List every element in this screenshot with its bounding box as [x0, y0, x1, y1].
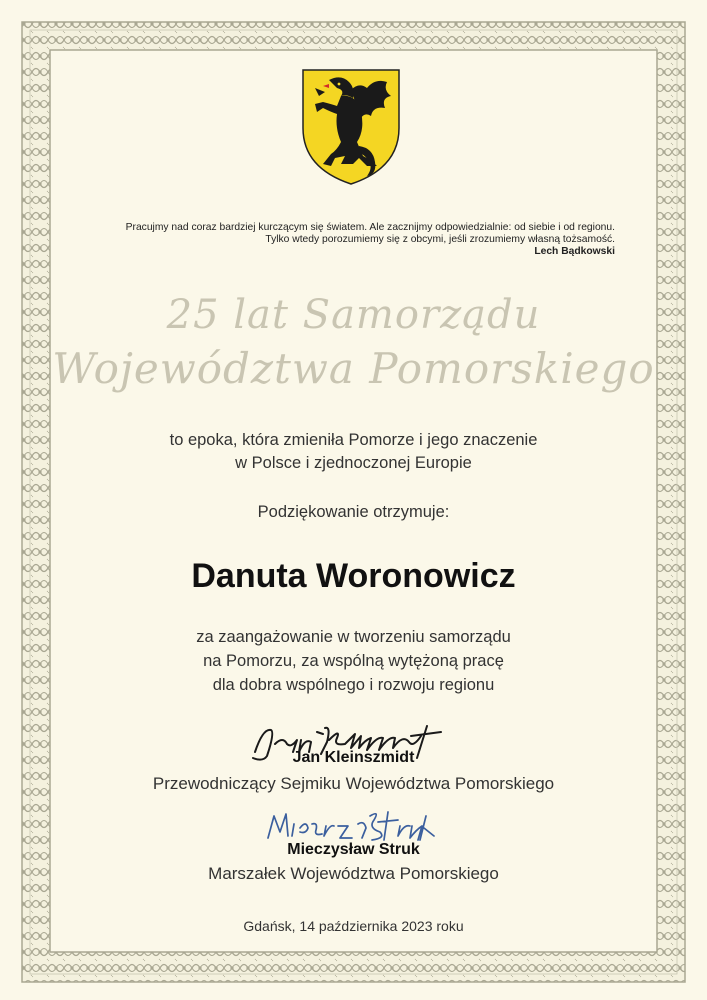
pomeranian-griffin-crest-icon	[301, 68, 401, 186]
intro-line: to epoka, która zmieniła Pomorze i jego znaczenie	[169, 431, 538, 449]
signatory-name: Jan Kleinszmidt	[292, 749, 415, 766]
signatory-name: Mieczysław Struk	[287, 841, 420, 858]
reason-line: na Pomorzu, za wspólną wytężoną pracę	[203, 652, 504, 670]
intro-line: w Polsce i zjednoczonej Europie	[235, 454, 472, 472]
signatory-role: Przewodniczący Sejmiku Województwa Pomorskiego	[152, 774, 555, 793]
handwritten-signature	[262, 806, 437, 846]
anniversary-title: Województwa Pomorskiego	[52, 344, 655, 393]
quote-author: Lech Bądkowski	[534, 246, 615, 257]
anniversary-title: 25 lat Samorządu	[166, 292, 541, 338]
award-label: Podziękowanie otrzymuje:	[257, 503, 450, 521]
signatory-role: Marszałek Województwa Pomorskiego	[208, 864, 499, 883]
reason-line: za zaangażowanie w tworzeniu samorządu	[196, 628, 511, 646]
reason-line: dla dobra wspólnego i rozwoju regionu	[212, 676, 495, 694]
issue-date: Gdańsk, 14 października 2023 roku	[243, 918, 464, 934]
quote-line: Pracujmy nad coraz bardziej kurczącym się światem. Ale zacznijmy odpowiedzialnie: od siebie i od regionu.	[125, 222, 615, 233]
quote-line: Tylko wtedy porozumiemy się z obcymi, jeśli zrozumiemy własną tożsamość.	[265, 234, 615, 245]
recipient-name: Danuta Woronowicz	[191, 557, 516, 595]
